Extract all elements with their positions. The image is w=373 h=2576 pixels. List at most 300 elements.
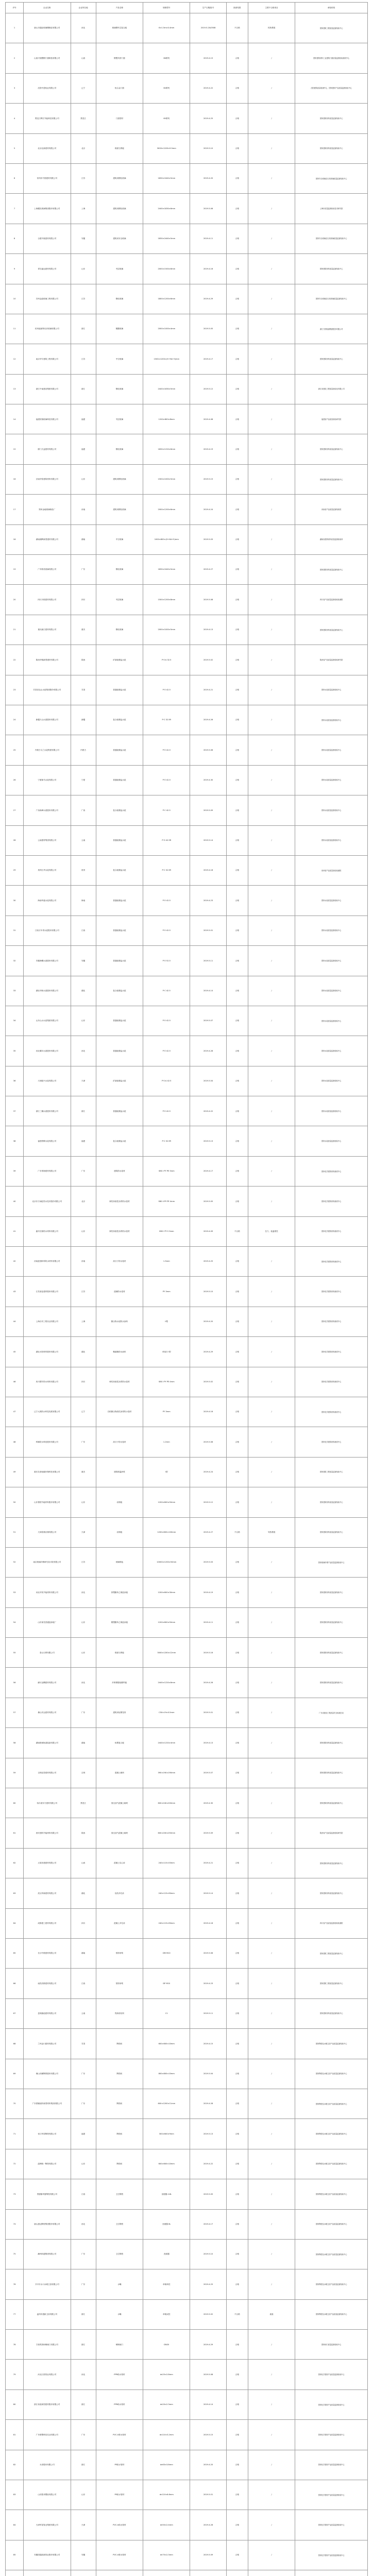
table-row	[6, 1457, 368, 1487]
cell-index: 61	[6, 1818, 24, 1848]
table-row	[6, 886, 368, 916]
table-row	[6, 2330, 368, 2360]
table-row	[6, 2360, 368, 2389]
cell-defects: /	[248, 1908, 295, 1938]
cell-index: 82	[6, 2450, 24, 2480]
cell-product: 建筑用钢化玻璃	[96, 464, 143, 494]
cell-company: 浙江中南建设集团有限公司	[24, 374, 71, 404]
cell-product: 铝合金门窗	[96, 73, 143, 103]
cell-model: 390×190×190mm	[143, 1758, 190, 1788]
cell-model: 600×600×10mm	[143, 2149, 190, 2179]
table-row	[6, 2570, 368, 2576]
cell-location: 广西	[71, 795, 96, 825]
cell-location	[71, 2570, 96, 2576]
table-row	[6, 765, 368, 795]
cell-location: 重庆	[71, 615, 96, 645]
cell-company: 上海台安工程实业有限公司	[24, 1307, 71, 1336]
cell-product: 水嘴	[96, 2269, 143, 2299]
cell-defects: /	[248, 434, 295, 464]
cell-agency: 国家建筑工程质量监督检验中心	[295, 1457, 368, 1487]
table-row	[6, 1818, 368, 1848]
cell-result: 合格	[226, 886, 248, 916]
cell-result: 合格	[226, 645, 248, 675]
cell-defects: /	[248, 1036, 295, 1066]
table-row	[6, 795, 368, 825]
cell-date: 2019.5.07	[190, 1006, 226, 1036]
cell-date: 2019.4.08	[190, 404, 226, 434]
cell-date: 2019.4.24	[190, 1457, 226, 1487]
cell-model: P·S·A 32.5	[143, 645, 190, 675]
cell-location: 江西	[71, 2179, 96, 2209]
cell-date: 2019.5.02	[190, 645, 226, 675]
cell-product: 夹层玻璃	[96, 404, 143, 434]
header-defects: 主要不合格项目	[248, 3, 295, 13]
cell-product: 混凝土实心砖	[96, 1848, 143, 1878]
cell-location: 天津	[71, 1066, 96, 1096]
cell-index: 39	[6, 1156, 24, 1186]
cell-defects: /	[248, 1698, 295, 1727]
cell-model	[143, 2570, 190, 2576]
cell-result: 合格	[226, 2330, 248, 2360]
cell-defects: /	[248, 2029, 295, 2059]
table-row	[6, 1006, 368, 1036]
table-row	[6, 104, 368, 133]
cell-company: 江西万年青水泥股份有限公司	[24, 916, 71, 945]
cell-defects: /	[248, 2059, 295, 2089]
cell-location: 广东	[71, 2089, 96, 2119]
cell-company: 重庆龙者低碳环保科技有限公司	[24, 1457, 71, 1487]
cell-defects: /	[248, 464, 295, 494]
cell-company: 广东联塑科技实业有限公司	[24, 2420, 71, 2450]
cell-result: 合格	[226, 1969, 248, 1998]
cell-location: 广东	[71, 1427, 96, 1457]
cell-defects: /	[248, 2480, 295, 2510]
cell-location: 广东	[71, 1156, 96, 1186]
cell-location: 湖南	[71, 1728, 96, 1758]
cell-company: 郑州金地玻璃制品厂	[24, 495, 71, 524]
cell-agency: 国家化学建筑材料测试中心	[295, 1427, 368, 1457]
cell-location: 重庆	[71, 1457, 96, 1487]
cell-result: 合格	[226, 1096, 248, 1126]
cell-location: 吉林	[71, 1758, 96, 1788]
cell-company: 山东莱芜普通泡沫板厂	[24, 1607, 71, 1637]
table-row	[6, 1066, 368, 1096]
cell-defects: /	[248, 825, 295, 855]
cell-model: dn25×2.8mm	[143, 2360, 190, 2389]
cell-model: 1.5mm	[143, 1247, 190, 1277]
cell-result: 合格	[226, 2450, 248, 2480]
cell-defects: /	[248, 1457, 295, 1487]
cell-date: 2019.4.23	[190, 1969, 226, 1998]
table-row	[6, 344, 368, 374]
cell-company: 江苏凯伦建材股份有限公司	[24, 1277, 71, 1307]
cell-company: 成都建工建材有限公司	[24, 1908, 71, 1938]
table-row	[6, 2389, 368, 2419]
cell-agency: 陕西省产品质量监督检验研究院	[295, 1818, 368, 1848]
cell-model: 1830×2440×5mm	[143, 163, 190, 193]
cell-location: 山东	[71, 464, 96, 494]
cell-model: SBS II PY PE 4mm	[143, 1187, 190, 1216]
cell-agency: 国家建筑材料质量监督检验中心	[295, 1728, 368, 1758]
cell-index: 48	[6, 1427, 24, 1457]
cell-defects: /	[248, 1006, 295, 1036]
cell-product: 聚氨酯防水涂料	[96, 1337, 143, 1367]
cell-index: 19	[6, 555, 24, 585]
cell-index: 20	[6, 585, 24, 615]
cell-result: 合格	[226, 2119, 248, 2149]
cell-location: 广东	[71, 2420, 96, 2450]
cell-result: 合格	[226, 344, 248, 374]
cell-location: 宁夏	[71, 765, 96, 795]
table-row	[6, 1578, 368, 1607]
cell-company: 四川川玻建材有限公司	[24, 585, 71, 615]
cell-model: SBS I PY PE 4mm	[143, 1367, 190, 1397]
cell-index: 8	[6, 224, 24, 253]
cell-index: 5	[6, 133, 24, 163]
cell-model: 66系列	[143, 43, 190, 73]
cell-date: 2019.4.25	[190, 104, 226, 133]
cell-location: 山西	[71, 1848, 96, 1878]
cell-company: 黑龙江辉宏节能科技有限公司	[24, 104, 71, 133]
cell-defects: /	[248, 2420, 295, 2450]
table-row	[6, 434, 368, 464]
cell-location: 广东	[71, 1698, 96, 1727]
cell-result: 合格	[226, 1066, 248, 1096]
cell-location: 河北	[71, 1668, 96, 1698]
cell-model: 2440×1220×4mm	[143, 1728, 190, 1758]
cell-defects: /	[248, 976, 295, 1006]
cell-location: 江苏	[71, 163, 96, 193]
cell-result: 合格	[226, 1818, 248, 1848]
cell-date: 2019.5.15	[190, 2420, 226, 2450]
table-row	[6, 1758, 368, 1788]
cell-index: 3	[6, 73, 24, 103]
table-row	[6, 524, 368, 554]
cell-agency: 国家水泥质量监督检验中心	[295, 735, 368, 765]
cell-model: 2440×1220×8mm	[143, 1668, 190, 1698]
cell-location: 安徽	[71, 946, 96, 976]
cell-result: 合格	[226, 1307, 248, 1336]
cell-result: 合格	[226, 163, 248, 193]
cell-date: 2019.5.01	[190, 1698, 226, 1727]
cell-model: 2000×1200×6mm	[143, 495, 190, 524]
cell-location: 浙江	[71, 1096, 96, 1126]
cell-agency: 国家建筑材料质量监督检验中心	[295, 434, 368, 464]
table-row	[6, 2299, 368, 2329]
table-row	[6, 735, 368, 765]
cell-company: 福建塔牌水泥有限公司	[24, 1126, 71, 1156]
cell-result: 合格	[226, 1728, 248, 1758]
cell-product: 建筑用钢化玻璃	[96, 495, 143, 524]
cell-company: 辽宁大禹防水科技发展有限公司	[24, 1397, 71, 1427]
cell-index: 60	[6, 1788, 24, 1818]
table-row	[6, 2450, 368, 2480]
cell-defects: /	[248, 1066, 295, 1096]
cell-result: 合格	[226, 2540, 248, 2570]
cell-agency: 国家建筑材料质量监督检验中心	[295, 615, 368, 645]
cell-index: 17	[6, 495, 24, 524]
cell-defects: /	[248, 585, 295, 615]
table-row	[6, 464, 368, 494]
cell-location: 甘肃	[71, 2029, 96, 2059]
cell-defects	[248, 2570, 295, 2576]
table-row	[6, 1156, 368, 1186]
cell-agency: 国家化学建筑材料测试中心	[295, 1156, 368, 1186]
cell-defects: /	[248, 2450, 295, 2480]
cell-defects: /	[248, 1547, 295, 1577]
cell-index: 50	[6, 1487, 24, 1517]
cell-product: 复合硅酸盐水泥	[96, 1126, 143, 1156]
cell-date: 2019.5.03	[190, 1547, 226, 1577]
table-row	[6, 916, 368, 945]
cell-agency: 国家水泥质量监督检验中心	[295, 1096, 368, 1126]
table-row	[6, 946, 368, 976]
cell-defects: /	[248, 1578, 295, 1607]
cell-company: 唐山惠达陶瓷集团股份有限公司	[24, 2209, 71, 2239]
cell-date: 2019.4.13	[190, 1728, 226, 1758]
cell-model: P·O 42.5	[143, 675, 190, 705]
cell-agency: 陕西省产品质量监督检验研究院	[295, 645, 368, 675]
cell-result: 合格	[226, 946, 248, 976]
cell-defects: /	[248, 855, 295, 885]
cell-agency: 国家水泥质量监督检验中心	[295, 705, 368, 735]
cell-model: 240×115×90mm	[143, 1908, 190, 1938]
cell-defects: 传热系数	[248, 13, 295, 43]
cell-defects: /	[248, 2239, 295, 2269]
cell-defects: /	[248, 404, 295, 434]
cell-model: 3000×1200×9.5mm	[143, 133, 190, 163]
cell-date: 2019.5.02	[190, 1367, 226, 1397]
cell-index: 83	[6, 2480, 24, 2510]
cell-model: 坐便器 6L	[143, 2209, 190, 2239]
cell-defects: /	[248, 675, 295, 705]
table-row	[6, 2149, 368, 2179]
cell-model: 1200×800×8mm	[143, 404, 190, 434]
cell-index: 30	[6, 886, 24, 916]
cell-model: P·O 42.5	[143, 765, 190, 795]
cell-result: 合格	[226, 1277, 248, 1307]
cell-date: 2019.5.08	[190, 1427, 226, 1457]
cell-defects: 流量	[248, 2299, 295, 2329]
cell-company: 苏州金晶玻璃工程有限公司	[24, 284, 71, 314]
cell-location: 辽宁	[71, 73, 96, 103]
cell-result: 合格	[226, 2480, 248, 2510]
cell-product: 建筑防水卷材	[96, 1156, 143, 1186]
cell-location: 海南	[71, 886, 96, 916]
cell-agency: 国家建筑材料质量监督检验中心	[295, 464, 368, 494]
cell-model: 2000×1000×5mm	[143, 615, 190, 645]
cell-model: 1500×1200×(5+9A+5)mm	[143, 344, 190, 374]
cell-product: 铝塑复合板	[96, 1728, 143, 1758]
cell-agency: 国家建筑材料质量监督检验中心	[295, 254, 368, 284]
cell-location: 河北	[71, 13, 96, 43]
cell-product: 普通硅酸盐水泥	[96, 886, 143, 916]
cell-index: 37	[6, 1096, 24, 1126]
cell-product: PE给水管材	[96, 2480, 143, 2510]
table-row	[6, 1607, 368, 1637]
cell-agency: 国家化学建材产品质量监督检验中心	[295, 2420, 368, 2450]
cell-date: 2019.4.22	[190, 1096, 226, 1126]
cell-agency: 国家水泥质量监督检验中心	[295, 675, 368, 705]
table-row	[6, 1878, 368, 1908]
cell-company: 河北华美节能材料有限公司	[24, 1578, 71, 1607]
cell-company: 宁夏赛马水泥有限公司	[24, 765, 71, 795]
cell-agency: 国家水泥质量监督检验中心	[295, 1036, 368, 1066]
cell-result	[226, 2570, 248, 2576]
cell-product: 建筑用钢化玻璃	[96, 194, 143, 224]
table-row	[6, 615, 368, 645]
cell-product: 弹性体改性沥青防水卷材	[96, 1216, 143, 1246]
header-result: 抽查结果	[226, 3, 248, 13]
cell-agency: 国家水泥质量监督检验中心	[295, 916, 368, 945]
cell-agency: 国家陶瓷及水暖卫浴产品质量监督检验中心	[295, 2269, 368, 2299]
cell-defects: /	[248, 524, 295, 554]
cell-result: 合格	[226, 825, 248, 855]
cell-agency: 国家化学建材产品质量监督检验中心	[295, 2540, 368, 2570]
cell-product: PPR给水管材	[96, 2360, 143, 2389]
cell-product: 聚合物水泥防水涂料	[96, 1307, 143, 1336]
cell-company: 四川蜀羊防水材料有限公司	[24, 1367, 71, 1397]
cell-result: 合格	[226, 855, 248, 885]
cell-index: 1	[6, 13, 24, 43]
cell-model: P·O 42.5	[143, 1096, 190, 1126]
cell-model: 单柄单控	[143, 2269, 190, 2299]
cell-index: 69	[6, 2059, 24, 2089]
cell-agency: 国家建筑材料质量监督检验中心	[295, 1758, 368, 1788]
cell-result: 合格	[226, 314, 248, 344]
cell-index: 11	[6, 314, 24, 344]
cell-company: 济南华泰建筑材料有限公司	[24, 464, 71, 494]
cell-index: 41	[6, 1216, 24, 1246]
cell-defects: /	[248, 1969, 295, 1998]
cell-agency: 国家安全玻璃及石英玻璃质量监督检验中心	[295, 224, 368, 253]
cell-location: 浙江	[71, 2299, 96, 2329]
cell-index: 54	[6, 1607, 24, 1637]
cell-index: 10	[6, 284, 24, 314]
cell-agency: 国家陶瓷及水暖卫浴产品质量监督检验中心	[295, 2209, 368, 2239]
cell-company: 湖南湘辉新型建材有限公司	[24, 524, 71, 554]
cell-agency: 国家安全玻璃及石英玻璃质量监督检验中心	[295, 284, 368, 314]
cell-company: 合肥中航建材有限公司	[24, 224, 71, 253]
cell-location: 湖南	[71, 524, 96, 554]
cell-result: 合格	[226, 2059, 248, 2089]
cell-company: 河南蓝翎环科防水材料有限公司	[24, 1247, 71, 1277]
cell-company: 湖北永阳材料股份有限公司	[24, 1337, 71, 1367]
cell-date: 2019.4.16	[190, 1397, 226, 1427]
cell-location: 江苏	[71, 344, 96, 374]
cell-agency: 福建省产品质量检验研究院	[295, 404, 368, 434]
cell-index: 33	[6, 976, 24, 1006]
cell-agency: 国家水泥质量监督检验中心	[295, 765, 368, 795]
cell-location: 上海	[71, 1307, 96, 1336]
cell-index: 59	[6, 1758, 24, 1788]
cell-model: 60系列	[143, 73, 190, 103]
cell-company: 佛山安达建材有限公司	[24, 1698, 71, 1727]
cell-result: 合格	[226, 765, 248, 795]
cell-agency: 国家化学建材产品质量监督检验中心	[295, 2450, 368, 2480]
cell-product: 建筑用安全玻璃	[96, 224, 143, 253]
cell-company: 河北日泰管业有限公司	[24, 2360, 71, 2389]
table-row	[6, 1427, 368, 1457]
cell-location: 山东	[71, 1216, 96, 1246]
cell-result: 合格	[226, 374, 248, 404]
cell-index: 77	[6, 2299, 24, 2329]
cell-index: 15	[6, 434, 24, 464]
cell-model: 600×1200×11mm	[143, 2089, 190, 2119]
cell-date: 2019.5.15	[190, 464, 226, 494]
cell-index: 72	[6, 2149, 24, 2179]
cell-date: 2019.5.08	[190, 585, 226, 615]
cell-result: 合格	[226, 2269, 248, 2299]
cell-company: 青岛福达建材有限公司	[24, 254, 71, 284]
table-body	[6, 13, 368, 2576]
cell-agency: 国家水泥质量监督检验中心	[295, 795, 368, 825]
cell-company: 西安建科节能材料有限公司	[24, 1818, 71, 1848]
cell-defects: 导热系数	[248, 1517, 295, 1547]
cell-index: 62	[6, 1848, 24, 1878]
table-row	[6, 1547, 368, 1577]
cell-defects: /	[248, 1998, 295, 2028]
cell-company: 安徽国通高新管业股份有限公司	[24, 2540, 71, 2570]
cell-company: 新疆天山水泥股份有限公司	[24, 705, 71, 735]
cell-index: 26	[6, 765, 24, 795]
table-row	[6, 705, 368, 735]
cell-result: 合格	[226, 1337, 248, 1367]
cell-defects: /	[248, 2540, 295, 2570]
cell-date: 2019.5.04	[190, 2059, 226, 2089]
cell-defects: /	[248, 2179, 295, 2209]
cell-index: 46	[6, 1367, 24, 1397]
cell-date: 2019.5.07	[190, 1758, 226, 1788]
cell-product: PVC-U排水管材	[96, 2420, 143, 2450]
cell-product: 弹性体改性沥青防水卷材	[96, 1367, 143, 1397]
cell-date: 2019.5.10	[190, 133, 226, 163]
cell-model: 洗面器	[143, 2239, 190, 2269]
cell-model: 240×115×90mm	[143, 1878, 190, 1908]
cell-company: 宁波埃美柯铜阀门有限公司	[24, 2330, 71, 2360]
cell-agency: 国家建筑材料质量监督检验中心	[295, 1607, 368, 1637]
table-row	[6, 976, 368, 1006]
cell-company: 太原晋建建材有限公司	[24, 1848, 71, 1878]
cell-defects: /	[248, 1397, 295, 1427]
cell-defects: /	[248, 1758, 295, 1788]
cell-location: 浙江	[71, 374, 96, 404]
cell-date: 2019.4.14	[190, 976, 226, 1006]
cell-model: C50×19×0.5mm	[143, 1698, 190, 1727]
cell-product: 卫生陶瓷	[96, 2239, 143, 2269]
cell-agency: 四川省产品质量监督检验检测院	[295, 585, 368, 615]
cell-index: 24	[6, 705, 24, 735]
cell-company: 沈阳中盈铝业有限公司	[24, 73, 71, 103]
cell-model: DM M10	[143, 1939, 190, 1969]
cell-agency: 国家陶瓷及水暖卫浴产品质量监督检验中心	[295, 2119, 368, 2149]
cell-model: dn110×6.6mm	[143, 2480, 190, 2510]
cell-index: 68	[6, 2029, 24, 2059]
cell-company: 唐山市通亚玻璃钢制品有限公司	[24, 13, 71, 43]
cell-result: 合格	[226, 1607, 248, 1637]
cell-model: 单组分 I型	[143, 1337, 190, 1367]
cell-index: 79	[6, 2360, 24, 2389]
cell-model: 1800×1200×6mm	[143, 284, 190, 314]
cell-location: 安徽	[71, 224, 96, 253]
cell-product: 复合硅酸盐水泥	[96, 705, 143, 735]
cell-company: 天津振兴水泥有限公司	[24, 1066, 71, 1096]
cell-result: 合格	[226, 795, 248, 825]
cell-date: 2019.5.12	[190, 1487, 226, 1517]
cell-company: 陕西华瑞新型建材有限公司	[24, 645, 71, 675]
cell-defects: /	[248, 1247, 295, 1277]
cell-agency: 国家建筑材料质量监督检验中心	[295, 1668, 368, 1698]
